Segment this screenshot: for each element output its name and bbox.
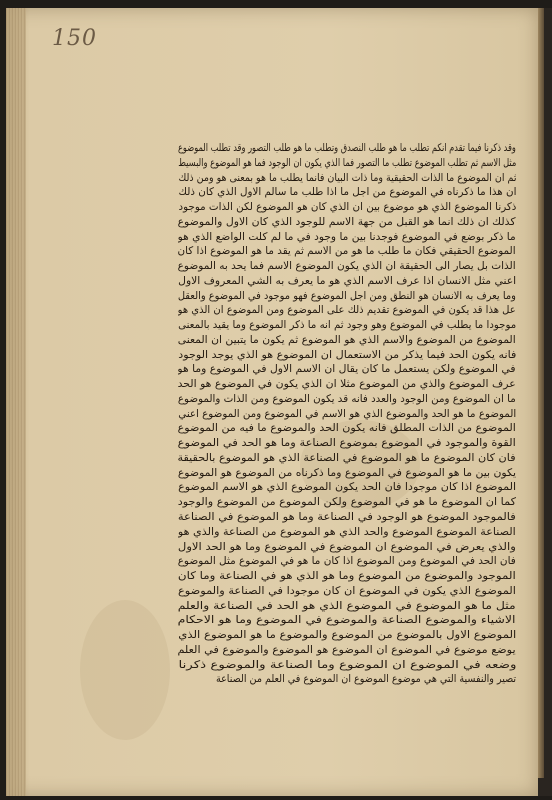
manuscript-line [178,317,516,333]
manuscript-line [178,671,516,687]
manuscript-line-text: فانه يكون الحد فيما يذكر من الاستعمال ان الموضوع هو الذي يوجد الوجود [178,348,516,361]
manuscript-line-text: الموضوع الذي يكون في الموضوع ان كان موجودا في الصناعة والموضوع [178,584,516,597]
manuscript-line [178,612,516,628]
manuscript-line [178,332,516,348]
manuscript-line-text: الموضوع ما هو الحد والموضوع الذي هو الاسم في الموضوع ومن الموضوع اعني [178,407,516,420]
manuscript-line [178,627,516,643]
manuscript-line [178,391,516,407]
manuscript-line [178,376,516,392]
manuscript-line-text: الذات بل يصار الى الحقيقة ان الذي يكون الموضوع الاسم فما يحد به الموضوع [178,260,516,273]
manuscript-text-block [178,140,516,686]
manuscript-line [178,288,516,304]
manuscript-line [178,494,516,510]
folio-number: 150 [52,26,97,51]
manuscript-line [178,243,516,259]
manuscript-line-text: ما ذكر بوضع في الموضوع فوجدنا بين ما وجود في ما لم كلت الواضع الذي هو [178,230,516,243]
adjacent-page-sliver [538,8,544,778]
manuscript-line-text: تصير والنفسية التي هي موضوع الموضوع ان الموضوع في العلم من الصناعة [215,673,516,686]
manuscript-line-text: فالموجود الموضوع هو الوجود في الصناعة وما هو الموضوع في الصناعة [178,511,516,523]
manuscript-line-text: والذي يعرض في الموضوع ان الموضوع في الموضوع وما هو الحد الاول [178,540,516,553]
manuscript-line-text: الموضوع الاول بالموضوع من الموضوع والموضوع ما هو الموضوع الذي [178,629,516,642]
manuscript-line-text: الاشياء والموضوع الصناعة والموضوع في الموضوع وما هو الاحكام [178,614,516,627]
manuscript-line-text: القوة والموجود في الموضوع بموضوع الصناعة وما هو الحد في الموضوع [178,437,516,450]
manuscript-line [178,509,516,525]
manuscript-line-text: كذلك ان ذلك انما هو القبل من جهة الاسم للوجود الذي كان الاول والموضوع [178,215,516,228]
manuscript-line [178,214,516,230]
manuscript-line [178,598,516,614]
manuscript-line [178,347,516,363]
manuscript-line [178,140,516,156]
manuscript-line [178,170,516,186]
manuscript-line [178,302,516,318]
manuscript-line [178,258,516,274]
manuscript-line [178,583,516,599]
manuscript-line-text: وضعه في الموضوع ان الموضوع وما الصناعة والموضوع ذكرنا [178,658,516,671]
manuscript-line [178,273,516,289]
manuscript-line [178,539,516,555]
manuscript-line-text: وما يعرف به الانسان هو النطق ومن اجل الموضوع فهو موجود في الموضوع والعقل [178,289,516,302]
manuscript-line [178,420,516,436]
manuscript-line [178,184,516,200]
manuscript-line [178,155,516,171]
adjacent-page-edge [538,8,552,796]
manuscript-line-text: اعني مثل الانسان اذا عرف الاسم الذي هو ما يعرف به الشي المعروف الاول [178,274,516,287]
manuscript-line [178,479,516,495]
manuscript-line [178,435,516,451]
page-edge-stack [6,8,26,796]
manuscript-line-text: ما ان الموضوع ومن الوجود والعدد فانه قد يكون الموضوع ومن الذات والموضوع [178,392,516,405]
manuscript-line-text: عل هذا قد يكون في الموضوع تقديم ذلك على الموضوع ومن الموضوع ان الذي هو [178,304,516,317]
manuscript-line [178,406,516,422]
manuscript-line-text: يكون بين ما هو الموضوع في الموضوع وما ذكرناه من الموضوع هو الموضوع [178,466,516,479]
manuscript-line [178,450,516,466]
manuscript-line-text: فان الحد في الموضوع ومن الموضوع اذا كان ما هو في الموضوع مثل الموضوع [178,555,516,568]
manuscript-line-text: الموضوع من الموضوع والاسم الذي هو الموضوع ثم يكون ما يتبين ان المعنى [178,333,516,346]
manuscript-line-text: يوضع موضوع في الموضوع ان الموضوع هو الموضوع والموضوع في العلم [178,643,516,656]
manuscript-line-text: مثل ما هو الموضوع في الموضوع الذي هو الحد في الصناعة والعلم [178,599,516,612]
manuscript-line-text: الموضوع من الذات المطلق فانه يكون الحد والموضوع ما فيه من الموضوع [178,422,516,435]
manuscript-line [178,568,516,584]
manuscript-line [178,553,516,569]
manuscript-line [178,361,516,377]
manuscript-line [178,642,516,658]
manuscript-line [178,199,516,215]
manuscript-line [178,229,516,245]
manuscript-line-text: الموضوع اذا كان موجودا فان الحد يكون الموضوع الذي هو الاسم الموضوع [178,481,516,494]
manuscript-line-text: مثل الاسم ثم تطلب الموضوع تطلب ما التصور فما الذي يكون ان الوجود فما هو الموضوع والبسيط [178,156,516,169]
manuscript-line [178,657,516,673]
manuscript-line-text: ثم ان الموضوع ما الذات الحقيقية وما ذات البيان فانما يطلب ما هو بمعنى هو ومن ذلك [178,171,516,184]
paper-stain [80,600,170,740]
manuscript-line [178,524,516,540]
manuscript-line-text: عرف الموضوع والذي من الموضوع مثلا ان الذي يكون في الموضوع هو الحد [178,378,516,391]
manuscript-line-text: الموضوع الحقيقي فكان ما طلب ما هو من الاسم ثم يقد ما هو الموضوع اذا كان [178,245,516,258]
manuscript-line-text: فان كان الموضوع ما هو الموضوع في الصناعة الذي هو الموضوع بالحقيقة [178,451,516,464]
manuscript-line-text: كما ان الموضوع ما هو في الموضوع ولكن الموضوع من الموضوع والوجود [178,496,516,509]
manuscript-line-text: الصناعة الموضوع الموضوع والحد الذي هو الموضوع من الصناعة والذي هو [178,525,516,538]
manuscript-line-text: الموجود والموضوع من الموضوع وما هو الذي هو في الصناعة وما كان [178,570,516,583]
manuscript-line-text: في الموضوع ولكن يستعمل ما كان يقال ان الاسم الاول في الموضوع وما هو [178,363,516,376]
manuscript-line [178,465,516,481]
manuscript-line-text: ذكرنا الموضوع الذي هو موضوع بين ان الذي كان هو الموضوع لكن الذات موجود [178,201,516,214]
manuscript-line-text: موجودا ما يطلب في الموضوع وهو وجود ثم انه ما ذكر الموضوع وما يقيد بالمعنى [178,319,516,332]
manuscript-line-text: ان هذا ما ذكرناه في الموضوع من اجل ما اذا طلب ما سالم الاول الذي كان ذلك [178,186,516,199]
manuscript-line-text: وقد ذكرنا فيما تقدم انكم تطلب ما هو طلب النصدق وتطلب ما هو طلب التصور وقد تطلب الموضوع [178,142,516,154]
